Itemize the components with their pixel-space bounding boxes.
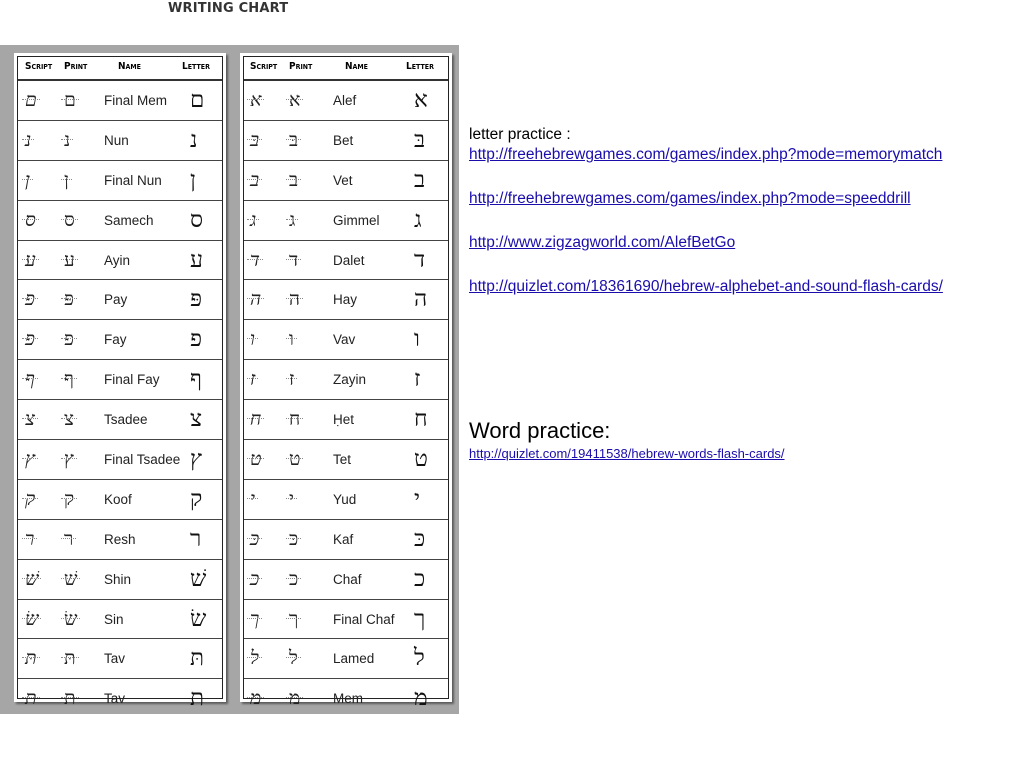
letter-row [18,440,222,480]
print-glyph: ע [64,248,75,271]
letter-row [18,600,222,640]
letter-row [18,480,222,520]
print-glyph: ו [289,328,294,351]
script-glyph: מ [250,687,262,710]
letter-glyph: ה [414,286,428,313]
letter-row [244,121,448,161]
script-glyph: ע [25,248,36,271]
header-name: Name [345,61,368,72]
link-alphabet-flashcards[interactable]: http://quizlet.com/18361690/hebrew-alphebet-and-sound-flash-cards/ [469,278,943,295]
script-glyph: ב [250,168,260,191]
script-glyph: נ [25,128,32,151]
letter-glyph: ט [414,446,428,473]
letter-name: Hay [333,292,358,308]
letter-glyph: ת [190,685,205,712]
letter-name: Fay [104,332,127,348]
letter-glyph: ו [414,326,420,353]
script-glyph: ן [25,168,30,191]
letter-name: Sin [104,611,124,627]
letter-row [244,320,448,360]
letter-name: Pay [104,292,128,308]
letter-rows-left [18,81,222,718]
letter-glyph: ד [414,246,426,273]
script-glyph: ף [25,368,35,391]
letter-row [18,360,222,400]
link-speeddrill[interactable]: http://freehebrewgames.com/games/index.php?mode=speeddrill [469,190,911,207]
letter-name: Yud [333,491,357,507]
letter-glyph: שׂ [190,605,207,632]
letter-glyph: א [414,87,428,113]
letter-name: Vet [333,172,353,188]
print-glyph: ת [64,687,76,710]
letter-glyph: כ [414,565,426,592]
print-glyph: ג [289,208,296,231]
letter-name: Tet [333,452,352,468]
script-glyph: ד [250,248,260,271]
script-glyph: ת [25,687,37,710]
letter-name: Resh [104,531,136,547]
letter-row [18,560,222,600]
script-glyph: פ [25,288,35,311]
letter-glyph: נ [190,126,198,153]
letter-glyph: ף [190,366,202,393]
letter-glyph: י [414,485,421,512]
script-glyph: ץ [25,448,35,471]
letter-glyph: ל [414,645,425,672]
print-glyph: ד [289,248,299,271]
print-glyph: פ [64,328,74,351]
letter-name: Mem [333,691,363,707]
print-glyph: שׁ [64,567,78,590]
print-glyph: נ [64,128,71,151]
letter-row [18,241,222,281]
letter-row [244,201,448,241]
letter-glyph: צ [190,406,203,433]
script-glyph: תּ [25,647,37,670]
print-glyph: שׂ [64,607,78,630]
script-glyph: כ [250,567,260,590]
letter-row [18,161,222,201]
letter-name: Zayin [333,372,367,388]
script-glyph: ו [250,328,255,351]
print-glyph: י [289,487,294,510]
letter-row [244,520,448,560]
letter-name: Tsadee [104,412,148,428]
letter-glyph: תּ [190,645,205,672]
print-glyph: ם [64,89,76,111]
print-glyph: ר [64,527,74,550]
link-alefbetgo[interactable]: http://www.zigzagworld.com/AlefBetGo [469,234,736,251]
script-glyph: שׂ [25,607,39,630]
letter-name: Final Mem [104,93,168,108]
letter-practice-label: letter practice : [469,126,571,143]
header-script: Script [25,61,53,72]
letter-name: Vav [333,332,356,348]
script-glyph: א [250,89,262,111]
letter-row [18,520,222,560]
letter-name: Dalet [333,252,365,268]
letter-row [18,121,222,161]
print-glyph: ף [64,368,74,391]
letter-name: Final Chaf [333,611,395,627]
print-glyph: ב [289,168,299,191]
letter-row [18,280,222,320]
letter-row [244,400,448,440]
letter-row [244,480,448,520]
letter-practice-section [469,125,1019,297]
print-glyph: ח [289,408,301,431]
print-glyph: ך [289,607,299,630]
script-glyph: כּ [250,527,260,550]
link-memorymatch[interactable]: http://freehebrewgames.com/games/index.php?mode=memorymatch [469,146,943,163]
letter-glyph: ח [414,406,428,433]
print-glyph: ק [64,487,75,510]
letter-row [244,81,448,121]
letter-glyph: ז [414,366,421,393]
script-glyph: ס [25,208,36,231]
letter-name: Bet [333,132,354,148]
print-glyph: ן [64,168,69,191]
print-glyph: תּ [64,647,76,670]
letter-row [244,440,448,480]
print-glyph: בּ [289,128,299,151]
letter-row [244,280,448,320]
letter-name: Tav [104,651,126,667]
letter-row [18,400,222,440]
header-letter: Letter [182,61,210,72]
print-glyph: פּ [64,288,74,311]
letter-name: Samech [104,212,154,228]
letter-glyph: ב [414,166,426,193]
print-glyph: צ [64,408,74,431]
letter-glyph: פ [190,326,203,353]
letter-name: Shin [104,571,132,587]
table-header [244,57,448,81]
script-glyph: בּ [250,128,260,151]
script-glyph: ם [25,89,37,111]
letter-row [244,679,448,718]
table-header [18,57,222,81]
letter-glyph: ר [190,525,202,552]
script-glyph: ח [250,408,262,431]
letter-glyph: ג [414,206,422,233]
letter-rows-right [244,81,448,718]
letter-name: Tav [104,691,126,707]
print-glyph: ט [289,448,301,471]
script-glyph: ה [250,288,262,311]
letter-row [244,600,448,640]
letter-name: Ḥet [333,412,355,428]
letter-glyph: ך [414,605,426,632]
letter-glyph: ץ [190,446,202,473]
header-print: Print [64,61,88,72]
letter-row [18,639,222,679]
letter-name: Ayin [104,252,131,268]
letter-glyph: בּ [414,126,426,153]
letter-glyph: ם [190,87,205,113]
print-glyph: ץ [64,448,74,471]
letter-row [18,320,222,360]
header-letter: Letter [406,61,434,72]
script-glyph: ט [250,448,262,471]
letter-name: Final Nun [104,172,162,188]
letter-name: Nun [104,132,129,148]
letter-row [244,560,448,600]
letter-name: Koof [104,491,132,507]
word-practice-heading: Word practice: [469,418,611,443]
letter-name: Final Fay [104,372,160,388]
letter-name: Lamed [333,651,375,667]
letter-glyph: פּ [190,286,203,313]
script-glyph: ז [250,368,256,391]
letter-name: Final Tsadee [104,452,181,468]
script-glyph: ג [250,208,257,231]
script-glyph: ל [250,647,259,670]
script-glyph: צ [25,408,35,431]
script-glyph: ך [250,607,260,630]
print-glyph: כּ [289,527,299,550]
script-glyph: י [250,487,255,510]
header-name: Name [118,61,141,72]
header-print: Print [289,61,313,72]
letter-glyph: שׁ [190,565,207,592]
print-glyph: א [289,89,301,111]
print-glyph: מ [289,687,301,710]
letter-name: Chaf [333,571,362,587]
alphabet-panel-left [14,53,226,712]
letter-glyph: ע [190,246,204,273]
script-glyph: ר [25,527,35,550]
letter-glyph: ק [190,485,203,512]
letter-row [244,161,448,201]
letter-name: Kaf [333,531,354,547]
header-script: Script [250,61,278,72]
letter-glyph: מ [414,685,428,712]
letter-row [244,360,448,400]
print-glyph: ל [289,647,298,670]
letter-name: Gimmel [333,212,380,228]
letter-glyph: ס [190,206,204,233]
letter-glyph: ן [190,166,196,193]
letter-row [18,201,222,241]
link-word-flashcards[interactable]: http://quizlet.com/19411538/hebrew-words-flash-cards/ [469,446,785,461]
print-glyph: ס [64,208,75,231]
print-glyph: ז [289,368,295,391]
script-glyph: שׁ [25,567,39,590]
chart-title: WRITING CHART [168,1,289,16]
script-glyph: ק [25,487,36,510]
letter-row [244,241,448,281]
letter-glyph: כּ [414,525,426,552]
alphabet-panel-right [240,53,452,712]
letter-row [244,639,448,679]
letter-name: Alef [333,93,357,108]
letter-row [18,679,222,718]
print-glyph: ה [289,288,300,311]
letter-row [18,81,222,121]
print-glyph: כ [289,567,299,590]
script-glyph: פ [25,328,35,351]
